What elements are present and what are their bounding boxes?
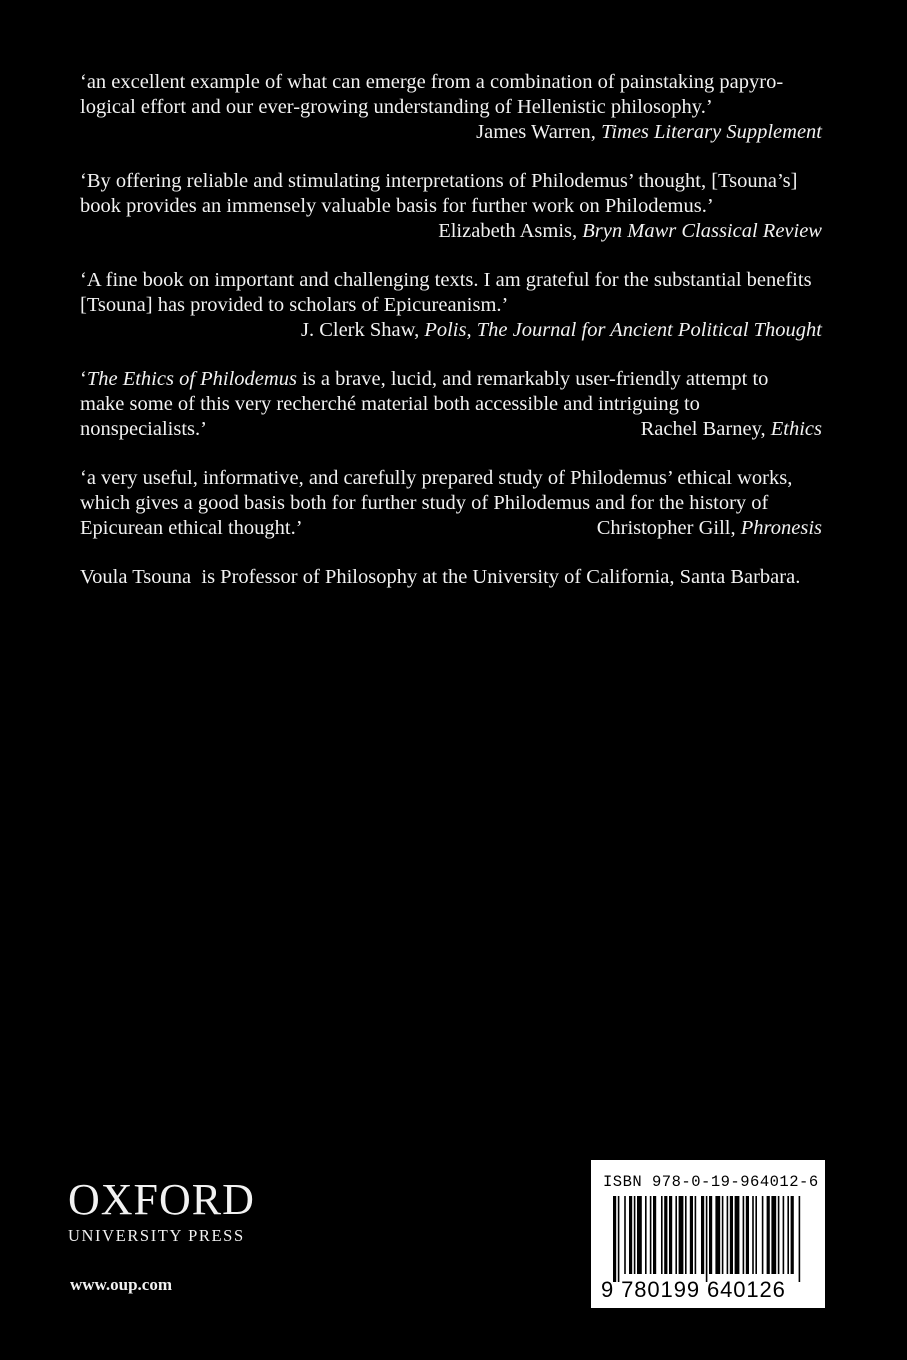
oxford-logo xyxy=(68,1175,255,1246)
barcode-bar xyxy=(618,1196,620,1282)
quote-line: Epicurean ethical thought.’ xyxy=(80,517,303,539)
endorsements xyxy=(80,70,822,590)
quote-line xyxy=(80,367,822,392)
isbn-label: ISBN 978-0-19-964012-6 xyxy=(603,1173,819,1191)
barcode-bar xyxy=(735,1196,740,1274)
quote-author: J. Clerk Shaw, xyxy=(300,319,425,341)
quote-line: ‘an excellent example of what can emerge from a combination of painstaking papyro- xyxy=(80,71,784,93)
barcode-bar xyxy=(799,1196,801,1282)
quote-last-line xyxy=(80,516,822,541)
quote-last-line xyxy=(80,417,822,442)
logo-wordmark: OXFORD xyxy=(68,1175,255,1224)
publisher-website: www.oup.com xyxy=(70,1275,173,1294)
quote-author: Elizabeth Asmis, xyxy=(438,220,583,242)
barcode-bar xyxy=(715,1196,720,1274)
logo-subtitle: UNIVERSITY PRESS xyxy=(68,1226,245,1245)
barcode-bar xyxy=(701,1196,704,1274)
barcode-bar xyxy=(755,1196,757,1274)
barcode-bar xyxy=(695,1196,697,1274)
quote-text: is a brave, lucid, and remarkably user-friendly attempt to xyxy=(296,368,769,390)
quote-line: which gives a good basis both for further study of Philodemus and for the history of xyxy=(80,492,769,514)
quote-line: ‘By offering reliable and stimulating interpretations of Philodemus’ thought, [Tsouna’s] xyxy=(80,170,798,192)
barcode-bar xyxy=(722,1196,724,1274)
quote-source: Phronesis xyxy=(740,517,822,539)
barcode-bar xyxy=(778,1196,780,1274)
book-title: The Ethics of Philodemus xyxy=(86,368,297,390)
barcode-bar xyxy=(679,1196,684,1274)
quote-author: Rachel Barney, xyxy=(640,418,771,440)
barcode-bar xyxy=(669,1196,672,1274)
barcode-bar xyxy=(613,1196,616,1282)
barcode-bar xyxy=(650,1196,652,1274)
barcode-bar xyxy=(709,1196,712,1274)
quote-line: ‘a very useful, informative, and carefully prepared study of Philodemus’ ethical works, xyxy=(80,467,793,489)
barcode-bar xyxy=(653,1196,656,1274)
quote-source: Ethics xyxy=(770,418,822,440)
barcode-bar xyxy=(637,1196,642,1274)
quote-line: logical effort and our ever-growing understanding of Hellenistic philosophy.’ xyxy=(80,96,713,118)
quote-attribution xyxy=(80,219,822,244)
quote-source: Bryn Mawr Classical Review xyxy=(582,220,822,242)
quote-author: James Warren, xyxy=(476,121,602,143)
barcode-bar xyxy=(624,1196,626,1274)
quote-line: make some of this very recherché material both accessible and intriguing to xyxy=(80,393,700,415)
isbn-barcode xyxy=(591,1160,825,1308)
barcode-bar xyxy=(629,1196,632,1274)
barcode-bar xyxy=(771,1196,776,1274)
barcode-bar xyxy=(743,1196,745,1274)
barcode-bar xyxy=(634,1196,636,1274)
quote-open-mark: ‘ xyxy=(80,368,87,390)
barcode-bar xyxy=(664,1196,667,1274)
barcode-bar xyxy=(752,1196,754,1274)
quote-2 xyxy=(80,169,822,244)
barcode-bar xyxy=(787,1196,789,1274)
quote-attribution xyxy=(80,318,822,343)
quote-5 xyxy=(80,466,822,541)
barcode-bar xyxy=(727,1196,729,1274)
quote-line: nonspecialists.’ xyxy=(80,418,207,440)
quote-source: Polis, The Journal for Ancient Political Thought xyxy=(424,319,822,341)
barcode-bar xyxy=(791,1196,794,1274)
author-bio: Voula Tsouna is Professor of Philosophy at the University of California, Santa Barbara. xyxy=(80,566,801,588)
barcode-bar xyxy=(690,1196,693,1274)
barcode-bar xyxy=(661,1196,663,1274)
barcode-bar xyxy=(685,1196,687,1274)
barcode-bar xyxy=(762,1196,764,1274)
quote-author: Christopher Gill, xyxy=(596,517,741,539)
barcode-bar xyxy=(706,1196,708,1282)
quote-attribution xyxy=(641,417,822,442)
quote-line: [Tsouna] has provided to scholars of Epicureanism.’ xyxy=(80,294,509,316)
quote-line: ‘A fine book on important and challenging texts. I am grateful for the substantial benefits xyxy=(80,269,812,291)
barcode-bar xyxy=(675,1196,677,1274)
quote-attribution xyxy=(597,516,822,541)
barcode-bar xyxy=(767,1196,770,1274)
quote-1 xyxy=(80,70,822,145)
quote-3 xyxy=(80,268,822,343)
quote-source: Times Literary Supplement xyxy=(601,121,822,143)
barcode-bar xyxy=(746,1196,749,1274)
barcode-digits: 9 780199 640126 xyxy=(601,1277,786,1302)
barcode-bar xyxy=(645,1196,647,1274)
quote-attribution xyxy=(80,120,822,145)
quote-line: book provides an immensely valuable basis for further work on Philodemus.’ xyxy=(80,195,714,217)
barcode-bar xyxy=(730,1196,733,1274)
quote-4 xyxy=(80,367,822,442)
barcode-bar xyxy=(783,1196,785,1274)
